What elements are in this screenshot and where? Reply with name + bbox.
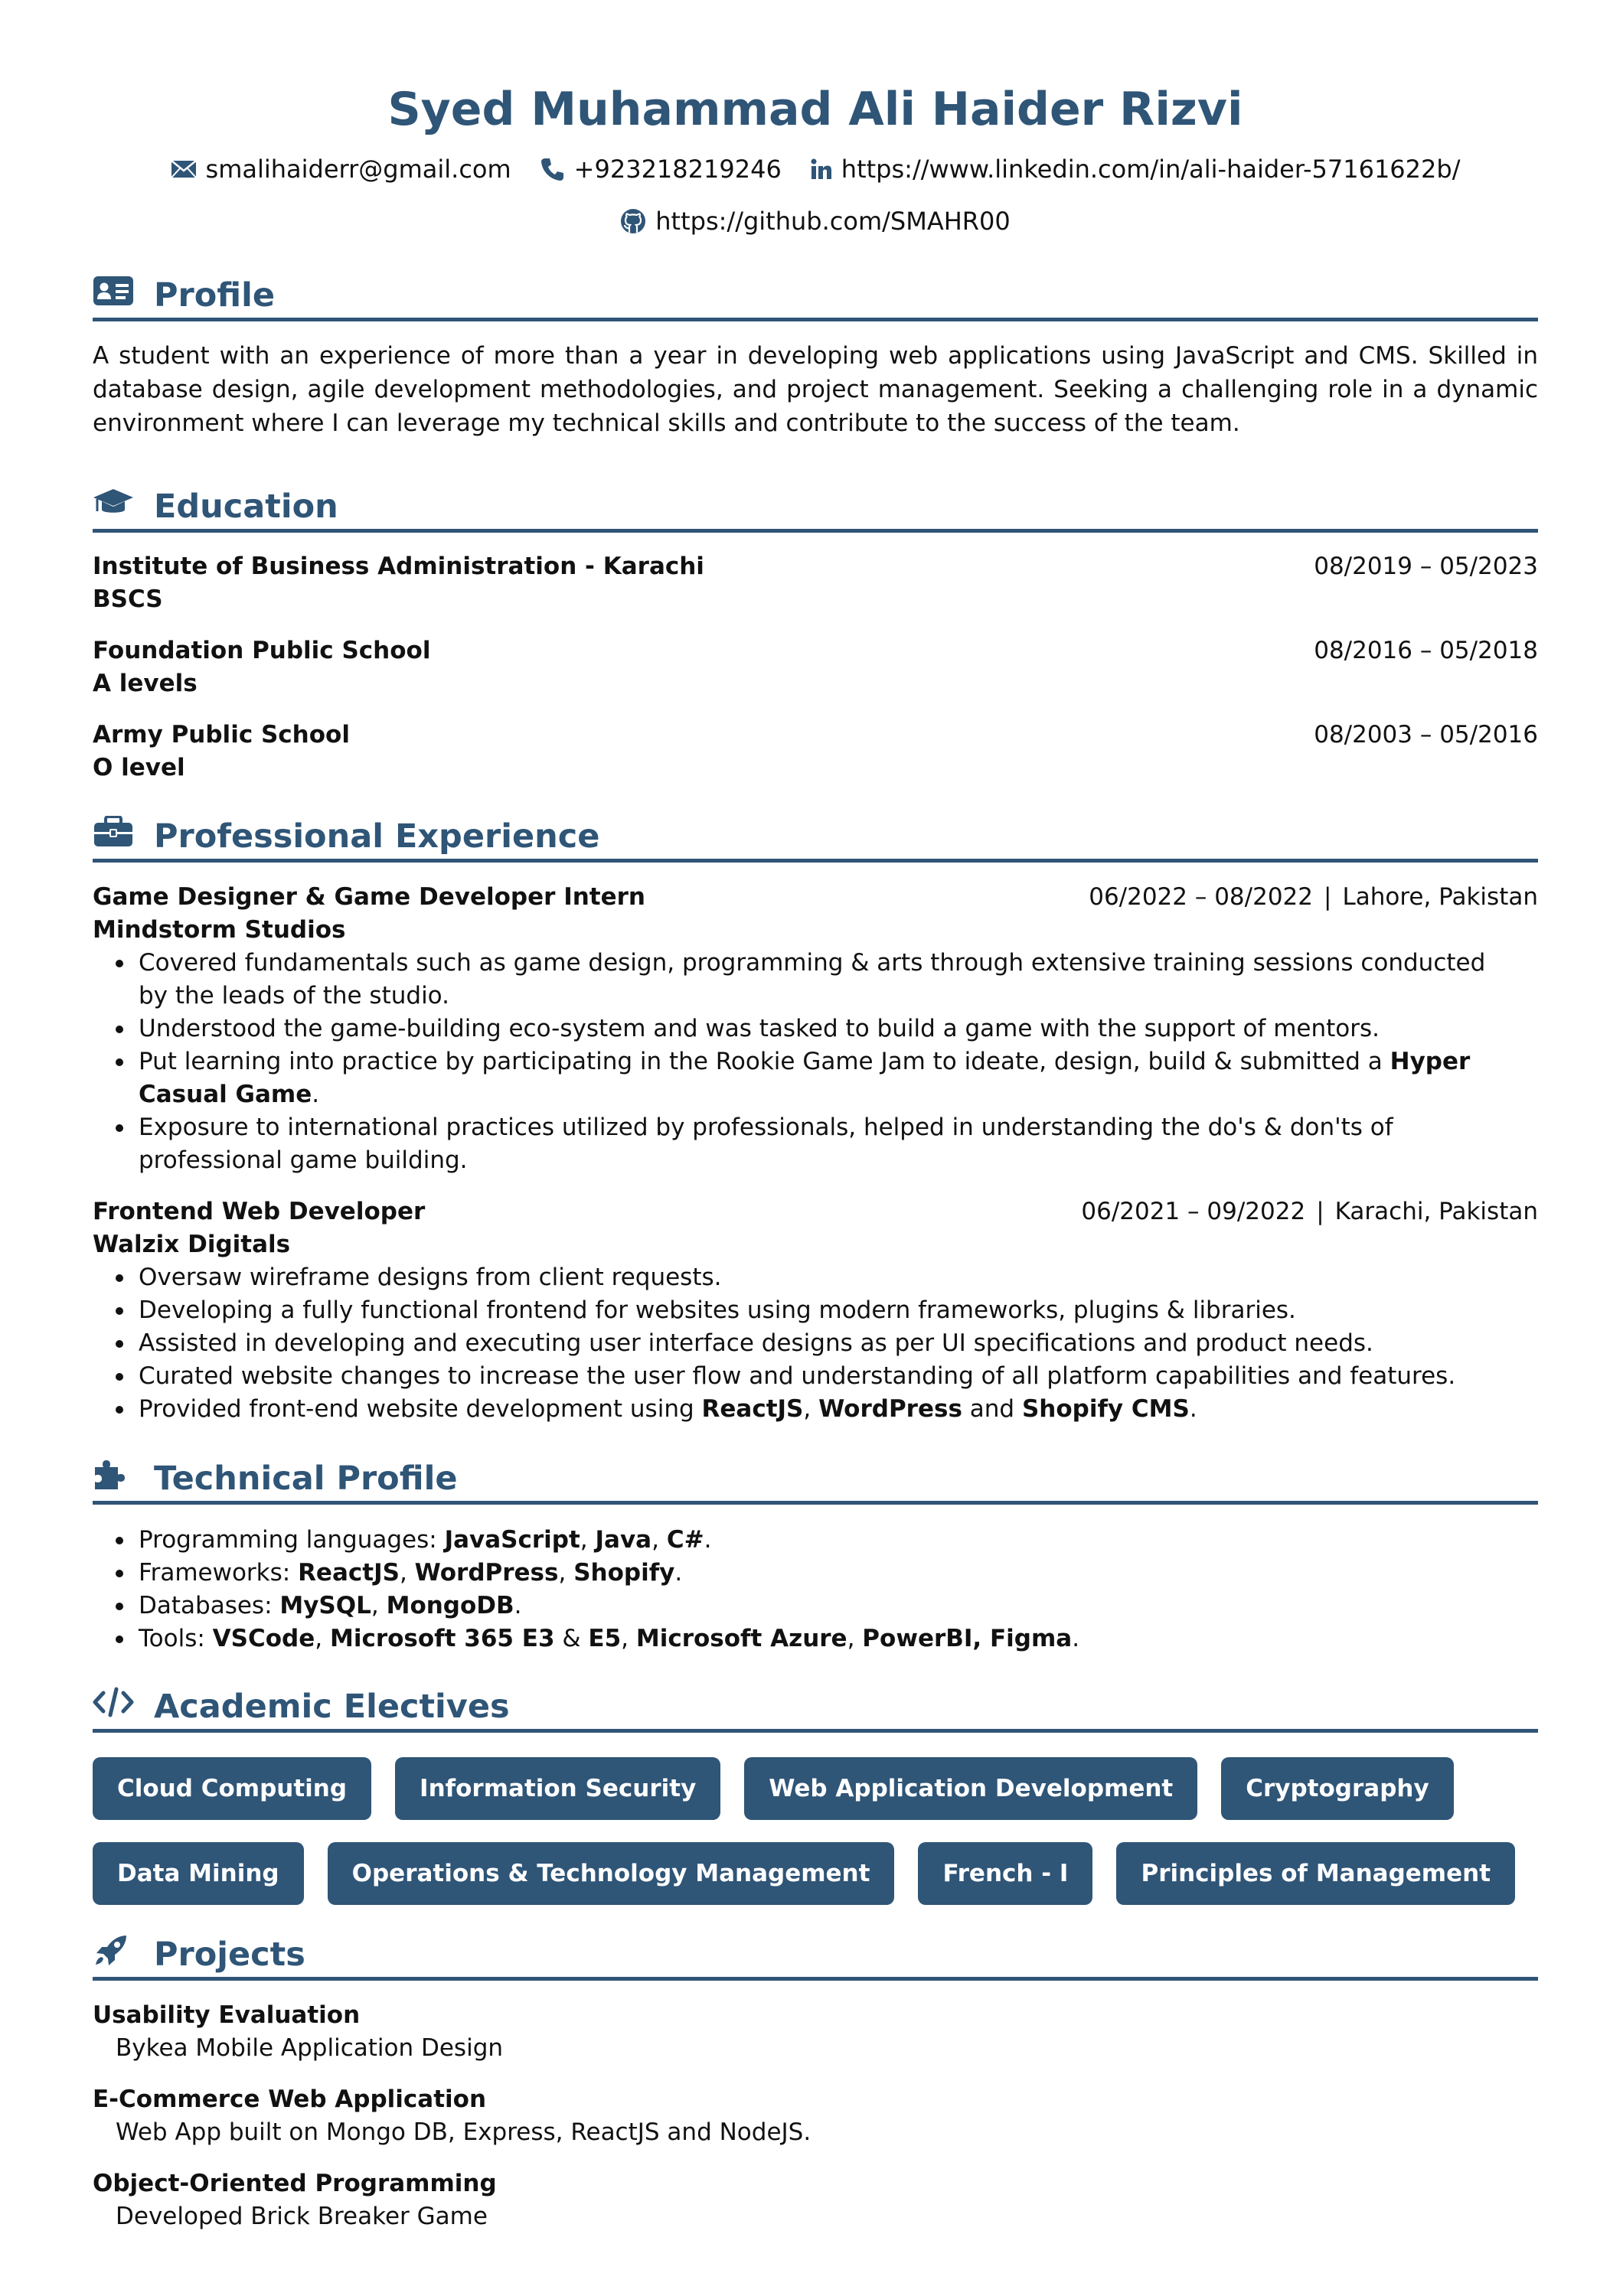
email-contact[interactable] <box>171 155 511 184</box>
job-role: Game Designer & Game Developer Intern <box>93 883 646 911</box>
elective-chip: Web Application Development <box>744 1757 1197 1820</box>
rocket-icon <box>93 1934 134 1966</box>
bullet-text: Put learning into practice by participating in the Rookie Game Jam to ideate, design, build & submitted a <box>139 1048 1390 1075</box>
project-title: Usability Evaluation <box>93 2001 361 2029</box>
job-bullets <box>139 947 1509 1177</box>
electives-section-header <box>93 1687 1538 1733</box>
education-dates: 08/2016 – 05/2018 <box>1314 637 1538 664</box>
bullet-bold-text: Shopify CMS <box>1021 1395 1190 1423</box>
contact-row <box>93 155 1538 184</box>
skill: MongoDB <box>386 1592 514 1619</box>
skill: MySQL <box>279 1592 371 1619</box>
list-item <box>139 1524 1509 1557</box>
email-text: smalihaiderr@gmail.com <box>205 155 511 184</box>
comma: , <box>580 1526 596 1554</box>
github-text: https://github.com/SMAHR00 <box>655 207 1011 236</box>
experience-section-header <box>93 817 1538 863</box>
profile-summary: A student with an experience of more than a year in developing web applications using JavaScript and CMS. Skilled in database design, agile development methodologies, and project management. Seeking a challenging role in a dynamic environment where I can leverage my technical skills and contribute to the success of the team. <box>93 342 1538 437</box>
comma: , <box>399 1559 415 1587</box>
education-title: Education <box>154 488 338 526</box>
envelope-icon <box>171 160 197 178</box>
job-dates: 06/2021 – 09/2022 <box>1081 1198 1306 1225</box>
skill-label: Frameworks: <box>139 1559 299 1587</box>
bullet-bold-text: WordPress <box>818 1395 962 1423</box>
technical-section-header <box>93 1459 1538 1505</box>
technical-list <box>139 1524 1509 1655</box>
skill: E5 <box>588 1625 622 1652</box>
bullet-text: . <box>1189 1395 1197 1423</box>
project-entry <box>93 1999 1538 2065</box>
technical-title: Technical Profile <box>154 1459 458 1498</box>
phone-icon <box>540 157 565 181</box>
comma: , <box>847 1625 863 1652</box>
bullet-text: , <box>803 1395 819 1423</box>
comma: , <box>651 1526 667 1554</box>
period: . <box>674 1559 683 1587</box>
comma: , <box>315 1625 330 1652</box>
phone-text: +923218219246 <box>573 155 782 184</box>
list-item: Covered fundamentals such as game design, programming & arts through extensive training sessions conducted by the leads of the studio. <box>139 947 1509 1013</box>
skill: Microsoft 365 E3 <box>329 1625 555 1652</box>
school-name: Institute of Business Administration - Karachi <box>93 553 704 580</box>
degree: BSCS <box>93 585 163 613</box>
comma: , <box>621 1625 636 1652</box>
period: . <box>514 1592 522 1619</box>
school-name: Army Public School <box>93 721 350 748</box>
skill: WordPress <box>414 1559 559 1587</box>
linkedin-text: https://www.linkedin.com/in/ali-haider-57161622b/ <box>841 155 1461 184</box>
list-item: Oversaw wireframe designs from client requests. <box>139 1261 1509 1294</box>
list-item <box>139 1623 1509 1655</box>
bullet-text: . <box>312 1081 320 1108</box>
company-name: Walzix Digitals <box>93 1231 291 1258</box>
ampersand: & <box>554 1625 589 1652</box>
separator: | <box>1324 883 1332 911</box>
skill: Java <box>595 1526 652 1554</box>
company-name: Mindstorm Studios <box>93 916 346 944</box>
candidate-name: Syed Muhammad Ali Haider Rizvi <box>387 83 1243 136</box>
list-item: Developing a fully functional frontend for websites using modern frameworks, plugins & libraries. <box>139 1294 1509 1327</box>
degree: A levels <box>93 670 198 697</box>
list-item: Curated website changes to increase the user flow and understanding of all platform capabilities and features. <box>139 1360 1509 1393</box>
skill-label: Tools: <box>139 1625 213 1652</box>
list-item <box>139 1590 1509 1623</box>
job-dates: 06/2022 – 08/2022 <box>1089 883 1313 911</box>
skill-label: Programming languages: <box>139 1526 445 1554</box>
projects-title: Projects <box>154 1936 305 1974</box>
code-icon <box>93 1686 134 1718</box>
separator: | <box>1316 1198 1324 1225</box>
projects-section-header <box>93 1935 1538 1981</box>
period: . <box>1072 1625 1080 1652</box>
elective-chip: Cryptography <box>1221 1757 1453 1820</box>
electives-title: Academic Electives <box>154 1688 510 1726</box>
bullet-text: and <box>962 1395 1022 1423</box>
project-description: Web App built on Mongo DB, Express, ReactJS and NodeJS. <box>116 2118 812 2146</box>
list-item: Exposure to international practices utilized by professionals, helped in understanding the do's & don'ts of professional game building. <box>139 1111 1509 1177</box>
comma: , <box>558 1559 574 1587</box>
bullet-bold-text: ReactJS <box>701 1395 804 1423</box>
list-item <box>139 1393 1509 1426</box>
skill-label: Databases: <box>139 1592 280 1619</box>
skill: Shopify <box>573 1559 675 1587</box>
experience-title: Professional Experience <box>154 817 600 856</box>
bullet-text: Provided front-end website development using <box>139 1395 702 1423</box>
contact-row-2 <box>93 207 1538 236</box>
project-entry <box>93 2083 1538 2149</box>
elective-chip: Operations & Technology Management <box>328 1842 895 1905</box>
skill: VSCode <box>212 1625 315 1652</box>
list-item <box>139 1045 1509 1111</box>
job-date-location <box>1089 881 1538 914</box>
profile-title: Profile <box>154 276 276 315</box>
education-dates: 08/2019 – 05/2023 <box>1314 553 1538 580</box>
bullet-bold-text: Hyper Casual Game <box>139 1048 1471 1108</box>
linkedin-contact[interactable] <box>811 155 1461 184</box>
skill: PowerBI, Figma <box>862 1625 1073 1652</box>
school-name: Foundation Public School <box>93 637 431 664</box>
job-role: Frontend Web Developer <box>93 1198 426 1225</box>
skill: ReactJS <box>298 1559 400 1587</box>
electives-chip-list <box>93 1757 1538 1905</box>
elective-chip: Information Security <box>395 1757 720 1820</box>
list-item <box>139 1557 1509 1590</box>
profile-section-header <box>93 276 1538 321</box>
id-card-icon <box>93 275 134 307</box>
elective-chip: French - I <box>918 1842 1092 1905</box>
skill: Microsoft Azure <box>635 1625 847 1652</box>
phone-contact[interactable] <box>540 155 782 184</box>
job-date-location <box>1081 1195 1538 1228</box>
github-contact[interactable] <box>620 207 1010 236</box>
linkedin-icon <box>811 158 832 180</box>
project-description: Developed Brick Breaker Game <box>116 2203 488 2230</box>
project-title: Object-Oriented Programming <box>93 2170 497 2197</box>
graduation-cap-icon <box>93 486 134 518</box>
resume-page <box>93 0 1538 2296</box>
project-title: E-Commerce Web Application <box>93 2086 487 2113</box>
job-location: Lahore, Pakistan <box>1342 883 1538 911</box>
list-item: Assisted in developing and executing user interface designs as per UI specifications and product needs. <box>139 1327 1509 1360</box>
job-bullets <box>139 1261 1509 1426</box>
education-dates: 08/2003 – 05/2016 <box>1314 721 1538 748</box>
skill: C# <box>666 1526 704 1554</box>
briefcase-icon <box>93 816 134 848</box>
github-icon <box>620 208 646 234</box>
skill: JavaScript <box>444 1526 580 1554</box>
puzzle-piece-icon <box>93 1458 134 1490</box>
degree: O level <box>93 754 185 781</box>
list-item: Understood the game-building eco-system and was tasked to build a game with the support of mentors. <box>139 1013 1509 1045</box>
elective-chip: Data Mining <box>93 1842 304 1905</box>
project-entry <box>93 2167 1538 2233</box>
project-description: Bykea Mobile Application Design <box>116 2034 504 2062</box>
elective-chip: Cloud Computing <box>93 1757 371 1820</box>
elective-chip: Principles of Management <box>1116 1842 1515 1905</box>
period: . <box>704 1526 712 1554</box>
education-section-header <box>93 487 1538 533</box>
comma: , <box>371 1592 387 1619</box>
job-location: Karachi, Pakistan <box>1334 1198 1538 1225</box>
